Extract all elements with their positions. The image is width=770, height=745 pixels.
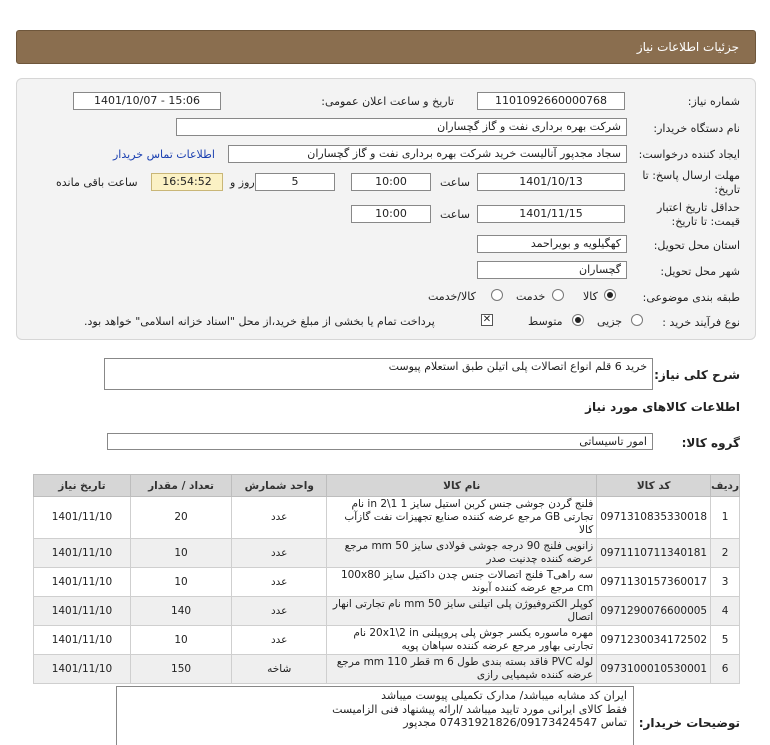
- delivery-province-label: استان محل تحویل:: [653, 239, 740, 252]
- cell-code: 0971290076600005: [597, 597, 711, 626]
- process-type-label: نوع فرآیند خرید :: [662, 316, 740, 329]
- cell-unit: عدد: [232, 497, 327, 539]
- price-validity-date-field[interactable]: 1401/11/15: [477, 205, 625, 223]
- process-option-minor: جزیی: [597, 315, 623, 328]
- buyer-contact-link[interactable]: اطلاعات تماس خریدار: [113, 148, 215, 161]
- reply-deadline-label-1: مهلت ارسال پاسخ: تا: [642, 169, 740, 182]
- cell-code: 0971310835330018: [597, 497, 711, 539]
- cell-name: مهره ماسوره یکسر جوش پلی پروپیلنی 20x1\2 in نام تجارتی بهاور مرجع عرضه کننده سپاهان پویه: [327, 626, 597, 655]
- delivery-city-field[interactable]: گچساران: [477, 261, 627, 279]
- treasury-payment-checkbox[interactable]: ✕: [482, 314, 492, 325]
- cell-row-number: 2: [711, 539, 740, 568]
- announce-datetime-field[interactable]: [73, 92, 221, 110]
- goods-group-label: گروه کالا:: [681, 436, 740, 450]
- cell-name: فلنج گردن جوشی جنس کربن استیل سایز 1 1\2 in نام تجارتی GB مرجع عرضه کننده صنایع تجهیزات نفت گازآب کالا: [327, 497, 597, 539]
- cell-qty: 20: [130, 497, 231, 539]
- cell-date: 1401/11/10: [34, 497, 131, 539]
- process-radio-medium[interactable]: [572, 314, 584, 326]
- description-label: شرح کلی نیاز:: [654, 368, 740, 382]
- cell-date: 1401/11/10: [34, 655, 131, 684]
- cell-row-number: 4: [711, 597, 740, 626]
- need-number-label: شماره نیاز:: [687, 95, 740, 108]
- treasury-payment-note: پرداخت تمام یا بخشی از مبلغ خرید،از محل "اسناد خزانه اسلامی" خواهد بود.: [84, 315, 435, 328]
- buyer-note-line: فقط کالای ایرانی مورد تایید میباشد /ارائه پیشنهاد فنی الزامیست: [332, 702, 627, 716]
- cell-qty: 10: [130, 539, 231, 568]
- delivery-province-field[interactable]: کهگیلویه و بویراحمد: [477, 235, 627, 253]
- process-radio-minor[interactable]: [631, 314, 643, 326]
- cell-code: 0973100010530001: [597, 655, 711, 684]
- cell-code: 0971110711340181: [597, 539, 711, 568]
- table-row[interactable]: [34, 655, 740, 684]
- table-header-row: [34, 475, 740, 497]
- category-label: طبقه بندی موضوعی:: [642, 291, 740, 304]
- requester-label: ایجاد کننده درخواست:: [638, 148, 740, 161]
- price-validity-time-field[interactable]: 10:00: [351, 205, 431, 223]
- cell-date: 1401/11/10: [34, 539, 131, 568]
- goods-info-title: اطلاعات کالاهای مورد نیاز: [585, 400, 740, 414]
- reply-deadline-date-field[interactable]: 1401/10/13: [477, 173, 625, 191]
- page-title: جزئیات اطلاعات نیاز: [636, 40, 739, 54]
- price-validity-label-2: قیمت: تا تاریخ:: [671, 215, 740, 228]
- category-radio-goods[interactable]: [604, 289, 616, 301]
- cell-row-number: 6: [711, 655, 740, 684]
- cell-qty: 140: [130, 597, 231, 626]
- buyer-org-label: نام دستگاه خریدار:: [653, 122, 740, 135]
- header-qty: تعداد / مقدار: [130, 475, 231, 497]
- cell-name: سه راهیT فلنج اتصالات جنس چدن داکتیل سایز 100x80 cm مرجع عرضه کننده آبوند: [327, 568, 597, 597]
- delivery-city-label: شهر محل تحویل:: [660, 265, 740, 278]
- cell-date: 1401/11/10: [34, 568, 131, 597]
- table-row[interactable]: [34, 597, 740, 626]
- days-label: روز و: [230, 176, 255, 189]
- reply-deadline-days-field[interactable]: 5: [255, 173, 335, 191]
- cell-qty: 10: [130, 626, 231, 655]
- reply-deadline-time-field[interactable]: 10:00: [351, 173, 431, 191]
- header-name: نام کالا: [327, 475, 597, 497]
- cell-row-number: 5: [711, 626, 740, 655]
- remaining-time-label: ساعت باقی مانده: [56, 176, 138, 189]
- need-number-field[interactable]: 1101092660000768: [477, 92, 625, 110]
- cell-row-number: 3: [711, 568, 740, 597]
- requester-field[interactable]: سجاد مجدپور آنالیست خرید شرکت بهره برداری نفت و گاز گچساران: [228, 145, 627, 163]
- goods-table: [33, 474, 740, 684]
- process-option-medium: متوسط: [528, 315, 563, 328]
- cell-qty: 150: [130, 655, 231, 684]
- header-unit: واحد شمارش: [232, 475, 327, 497]
- cell-unit: عدد: [232, 568, 327, 597]
- header-date: تاریخ نیاز: [34, 475, 131, 497]
- table-row[interactable]: [34, 539, 740, 568]
- header-code: کد کالا: [597, 475, 711, 497]
- remaining-time-field: 16:54:52: [151, 173, 223, 191]
- table-row[interactable]: [34, 568, 740, 597]
- price-validity-time-label: ساعت: [440, 208, 470, 221]
- announce-datetime-label: تاریخ و ساعت اعلان عمومی:: [321, 95, 454, 108]
- goods-group-field[interactable]: امور تاسیساتی: [107, 433, 653, 450]
- reply-deadline-label-2: تاریخ:: [714, 183, 740, 196]
- buyer-note-line: ایران کد مشابه میباشد/ مدارک تکمیلی پیوست میباشد: [381, 689, 627, 702]
- cell-code: 0971230034172502: [597, 626, 711, 655]
- announce-datetime-value: 1401/10/07 - 15:06: [93, 94, 201, 107]
- table-row[interactable]: [34, 626, 740, 655]
- cell-name: لوله PVC فاقد بسته بندی طول 6 m قطر 110 mm مرجع عرضه کننده شیمیایی رازی: [327, 655, 597, 684]
- reply-deadline-time-label: ساعت: [440, 176, 470, 189]
- category-option-goods: کالا: [583, 290, 598, 303]
- cell-unit: عدد: [232, 597, 327, 626]
- category-radio-goods-service[interactable]: [491, 289, 503, 301]
- price-validity-label-1: حداقل تاریخ اعتبار: [656, 201, 740, 214]
- category-radio-service[interactable]: [552, 289, 564, 301]
- cell-unit: عدد: [232, 626, 327, 655]
- cell-code: 0971130157360017: [597, 568, 711, 597]
- cell-row-number: 1: [711, 497, 740, 539]
- cell-unit: شاخه: [232, 655, 327, 684]
- description-field[interactable]: خرید 6 قلم انواع اتصالات پلی اتیلن طبق استعلام پیوست: [104, 358, 653, 390]
- cell-name: زانویی فلنج 90 درجه جوشی فولادی سایز 50 mm مرجع عرضه کننده چدنیت صدر: [327, 539, 597, 568]
- buyer-note-line: تماس 07431921826/09173424547 مجدپور: [403, 716, 627, 729]
- cell-date: 1401/11/10: [34, 597, 131, 626]
- category-option-goods-service: کالا/خدمت: [428, 290, 476, 303]
- header-row-number: ردیف: [711, 475, 740, 497]
- category-option-service: خدمت: [516, 290, 546, 303]
- cell-unit: عدد: [232, 539, 327, 568]
- table-row[interactable]: [34, 497, 740, 539]
- buyer-org-field[interactable]: شرکت بهره برداری نفت و گاز گچساران: [176, 118, 627, 136]
- buyer-notes-label: توضیحات خریدار:: [638, 716, 740, 730]
- buyer-notes-field[interactable]: [116, 686, 634, 745]
- cell-qty: 10: [130, 568, 231, 597]
- cell-name: کوپلر الکتروفیوژن پلی اتیلنی سایز 50 mm نام تجارتی انهار اتصال: [327, 597, 597, 626]
- page-header: [16, 30, 756, 64]
- cell-date: 1401/11/10: [34, 626, 131, 655]
